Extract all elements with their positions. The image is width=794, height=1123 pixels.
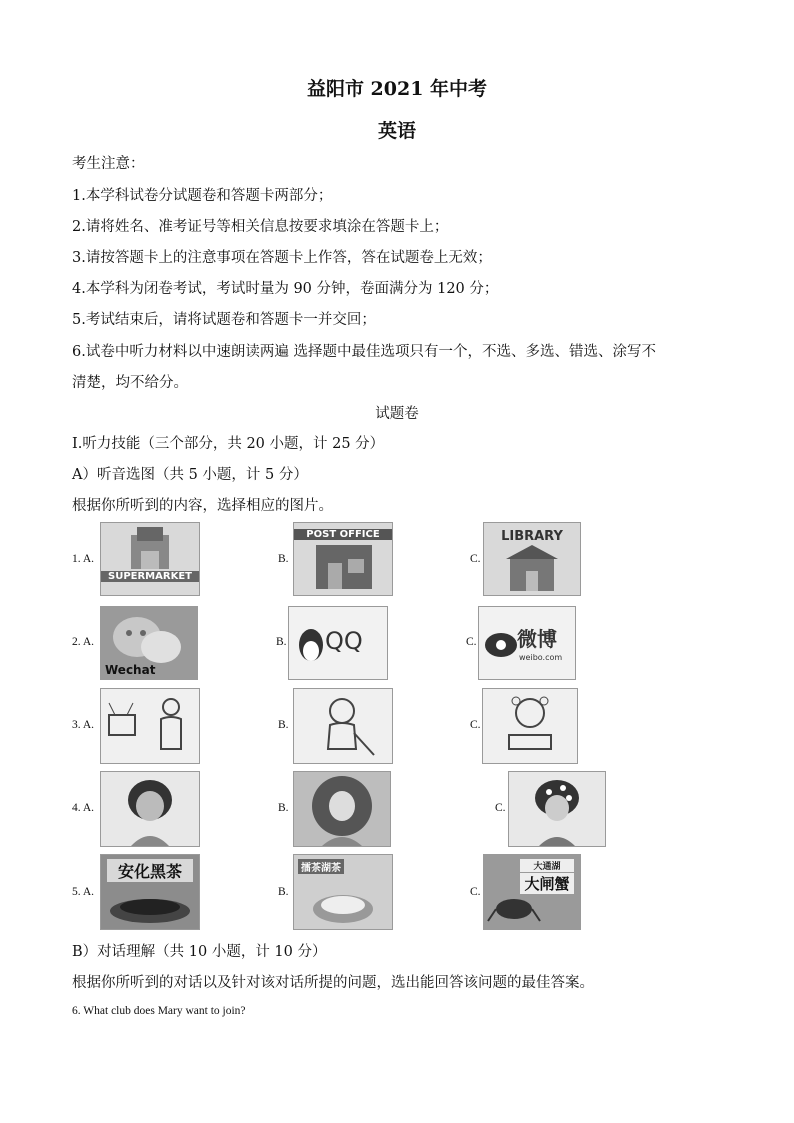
reading-picture[interactable] <box>482 688 578 764</box>
picture-caption: POST OFFICE <box>294 529 392 540</box>
part-b-instruction: 根据你所听到的对话以及针对该对话所提的问题，选出能回答该问题的最佳答案。 <box>72 975 594 991</box>
headscarf-girl-picture[interactable] <box>508 771 606 847</box>
question-6: 6. What club does Mary want to join? <box>72 1005 246 1017</box>
option-label: B. <box>276 636 287 648</box>
hairy-crab-picture[interactable] <box>483 854 581 930</box>
black-tea-picture[interactable] <box>100 854 200 930</box>
picture-caption: 微博 <box>517 627 557 651</box>
tv-picture[interactable] <box>100 688 200 764</box>
question-label: 2. A. <box>72 636 95 648</box>
notice-item: 6.试卷中听力材料以中速朗读两遍 选择题中最佳选项只有一个，不选、多选、错选、涂写不 <box>72 344 656 360</box>
option-label: C. <box>470 719 481 731</box>
wechat-picture[interactable] <box>100 606 198 680</box>
subject-title: 英语 <box>377 120 416 142</box>
picture-caption: 大通湖 <box>520 859 574 872</box>
notice-item: 1.本学科试卷分试题卷和答题卡两部分； <box>72 188 333 204</box>
notice-heading: 考生注意： <box>72 156 145 172</box>
library-picture[interactable] <box>483 522 581 596</box>
notice-item: 清楚，均不给分。 <box>72 375 188 391</box>
option-label: B. <box>278 802 289 814</box>
notice-item: 4.本学科为闭卷考试，考试时量为 90 分钟，卷面满分为 120 分； <box>72 281 499 297</box>
short-hair-girl-picture[interactable] <box>100 771 200 847</box>
option-label: B. <box>278 886 289 898</box>
option-label: C. <box>466 636 477 648</box>
picture-caption: QQ <box>325 627 363 655</box>
picture-caption: 大闸蟹 <box>520 873 574 894</box>
picture-caption: Wechat <box>105 663 156 677</box>
page-title: 益阳市 2021 年中考 <box>306 78 488 100</box>
picture-caption: 安化黑茶 <box>107 859 193 882</box>
post-office-picture[interactable] <box>293 522 393 596</box>
part-a-title: A）听音选图（共 5 小题，计 5 分） <box>72 467 308 483</box>
question-label: 3. A. <box>72 719 95 731</box>
qq-picture[interactable] <box>288 606 388 680</box>
picture-caption: SUPERMARKET <box>101 571 199 582</box>
question-label: 1. A. <box>72 553 95 565</box>
paper-label: 试题卷 <box>375 406 419 422</box>
section-title: I.听力技能（三个部分，共 20 小题，计 25 分） <box>72 436 385 452</box>
option-label: C. <box>470 553 481 565</box>
notice-item: 2.请将姓名、准考证号等相关信息按要求填涂在答题卡上； <box>72 219 449 235</box>
option-label: C. <box>470 886 481 898</box>
question-label: 5. A. <box>72 886 95 898</box>
cleaning-picture[interactable] <box>293 688 393 764</box>
weibo-picture[interactable] <box>478 606 576 680</box>
notice-item: 3.请按答题卡上的注意事项在答题卡上作答，答在试题卷上无效； <box>72 250 492 266</box>
part-b-title: B）对话理解（共 10 小题，计 10 分） <box>72 944 327 960</box>
option-label: B. <box>278 719 289 731</box>
question-label: 4. A. <box>72 802 95 814</box>
option-label: C. <box>495 802 506 814</box>
curly-hair-girl-picture[interactable] <box>293 771 391 847</box>
picture-caption: weibo.com <box>519 653 563 662</box>
supermarket-picture[interactable] <box>100 522 200 596</box>
option-label: B. <box>278 553 289 565</box>
pounded-tea-picture[interactable] <box>293 854 393 930</box>
notice-item: 5.考试结束后，请将试题卷和答题卡一并交回； <box>72 312 376 328</box>
picture-caption: 擂茶湖茶 <box>298 859 344 874</box>
part-a-instruction: 根据你所听到的内容，选择相应的图片。 <box>72 498 333 514</box>
picture-caption: LIBRARY <box>501 529 563 544</box>
